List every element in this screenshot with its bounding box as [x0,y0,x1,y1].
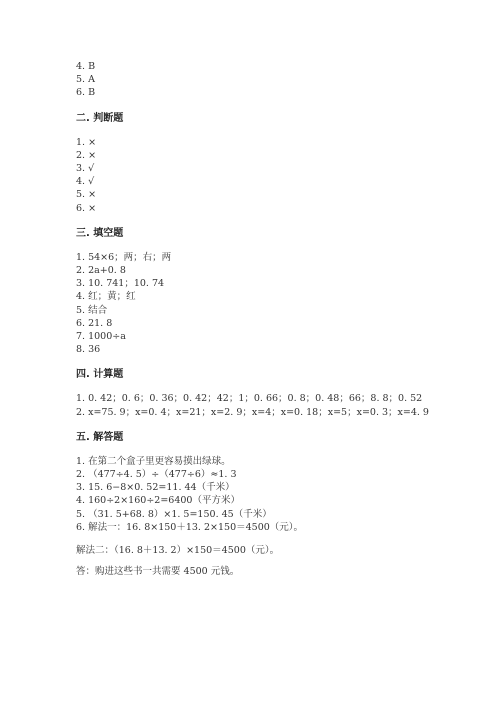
answer-line: 1. × [76,136,97,148]
section-word-problem-answers [76,455,476,579]
answer-line: 1. 在第二个盒子里更容易摸出绿球。 [76,455,231,467]
answer-line: 2. x=75. 9；x=0. 4；x=21；x=2. 9；x=4；x=0. 18；x=5；x=0. 3；x=4. 9 [76,406,429,418]
answer-line: 5. （31. 5+68. 8）×1. 5=150. 45（千米） [76,508,272,520]
answer-line: 7. 1000÷a [76,331,126,343]
section-choice-answers [76,60,476,100]
section-calculation-answers [76,392,476,418]
answer-line: 4. 160÷2×160÷2=6400（平方米） [76,495,240,507]
section-heading-calculation: 四. 计算题 [76,369,124,381]
answer-line: 4. 红；黄；红 [76,291,136,303]
answer-line: 5. A [76,74,95,86]
answer-line: 1. 54×6；两；右；两 [76,251,172,263]
answer-line: 2. × [76,149,97,161]
answer-line: 4. √ [76,176,95,188]
method-two-line: 解法二：（16. 8＋13. 2）×150＝4500（元）。 [76,545,280,557]
answer-document [76,60,476,578]
section-heading-fill-blank: 三. 填空题 [76,227,124,239]
answer-line: 3. 15. 6−8×0. 52=11. 44（千米） [76,482,235,494]
section-heading-judgment: 二. 判断题 [76,112,124,124]
answer-line: 1. 0. 42；0. 6；0. 36；0. 42；42；1；0. 66；0. 8；0. 48；66；8. 8；0. 52 [76,393,423,405]
section-heading-word-problems: 五. 解答题 [76,431,124,443]
answer-line: 2. （477÷4. 5）÷（477÷6）≈1. 3 [76,469,237,481]
answer-line: 8. 36 [76,344,101,356]
answer-line: 5. 结合 [76,304,108,316]
answer-line: 5. × [76,189,97,201]
answer-line: 6. 解法一：16. 8×150＋13. 2×150＝4500（元）。 [76,521,304,533]
answer-line: 2. 2a+0. 8 [76,265,126,277]
section-fill-blank-answers [76,251,476,357]
answer-line: 6. B [76,87,96,99]
answer-line: 4. B [76,61,96,72]
answer-line: 6. × [76,202,97,214]
answer-line: 6. 21. 8 [76,317,113,329]
final-answer-line: 答：购进这些书一共需要 4500 元钱。 [76,566,240,578]
answer-line: 3. 10. 741；10. 74 [76,278,165,290]
section-judgment-answers [76,136,476,215]
answer-line: 3. √ [76,163,95,175]
